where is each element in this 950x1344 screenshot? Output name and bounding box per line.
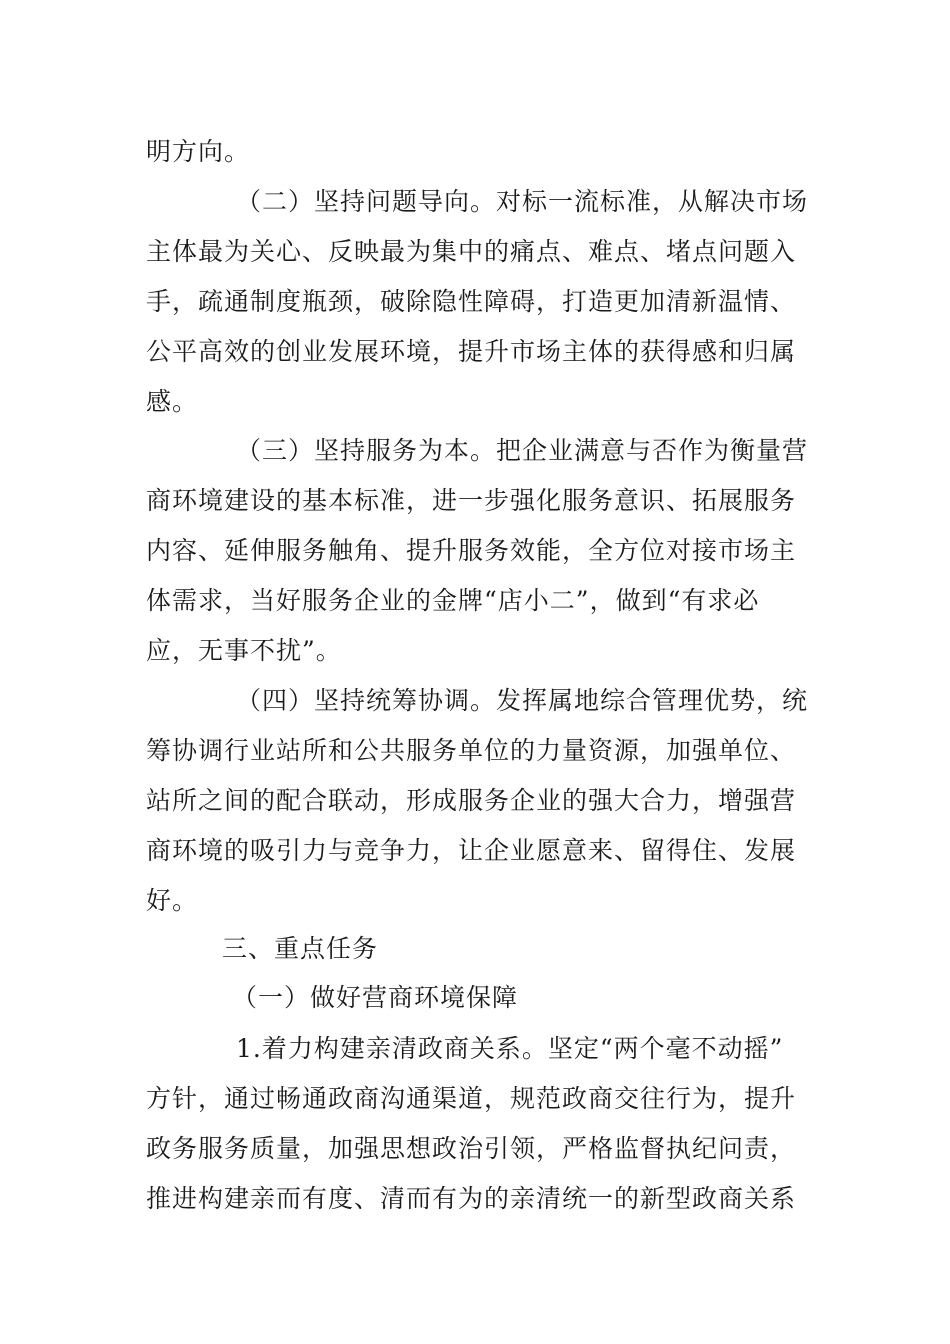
paragraph-line: 商环境的吸引力与竞争力，让企业愿意来、留得住、发展 [146, 836, 797, 865]
paragraph-line: 方针，通过畅通政商沟通渠道，规范政商交往行为，提升 [146, 1084, 797, 1113]
paragraph-line: 1.着力构建亲清政商关系。坚定“两个毫不动摇” [236, 1034, 784, 1063]
paragraph-line: 推进构建亲而有度、清而有为的亲清统一的新型政商关系 [146, 1184, 797, 1213]
paragraph-line: （二）坚持问题导向。对标一流标准，从解决市场 [236, 187, 809, 216]
paragraph-line: 公平高效的创业发展环境，提升市场主体的获得感和归属 [146, 337, 797, 366]
paragraph-line: 内容、延伸服务触角、提升服务效能，全方位对接市场主 [146, 536, 797, 565]
paragraph-line: 应，无事不扰”。 [146, 636, 342, 665]
paragraph-line: 筹协调行业站所和公共服务单位的力量资源，加强单位、 [146, 736, 797, 765]
paragraph-line: 手，疏通制度瓶颈，破除隐性障碍，打造更加清新温情、 [146, 287, 797, 316]
paragraph-line: （三）坚持服务为本。把企业满意与否作为衡量营 [236, 436, 809, 465]
paragraph-line: 政务服务质量，加强思想政治引领，严格监督执纪问责， [146, 1134, 797, 1163]
paragraph-line: 商环境建设的基本标准，进一步强化服务意识、拓展服务 [146, 486, 797, 515]
section-heading: 三、重点任务 [222, 934, 379, 963]
paragraph-line: 好。 [146, 886, 199, 915]
subsection-heading: （一）做好营商环境保障 [232, 983, 519, 1012]
paragraph-line: 体需求，当好服务企业的金牌“店小二”，做到“有求必 [146, 586, 760, 615]
paragraph-line: （四）坚持统筹协调。发挥属地综合管理优势，统 [236, 686, 809, 715]
paragraph-line: 感。 [146, 387, 199, 416]
intro-tail-line: 明方向。 [146, 137, 251, 166]
paragraph-line: 站所之间的配合联动，形成服务企业的强大合力，增强营 [146, 786, 797, 815]
paragraph-line: 主体最为关心、反映最为集中的痛点、难点、堵点问题入 [146, 237, 797, 266]
